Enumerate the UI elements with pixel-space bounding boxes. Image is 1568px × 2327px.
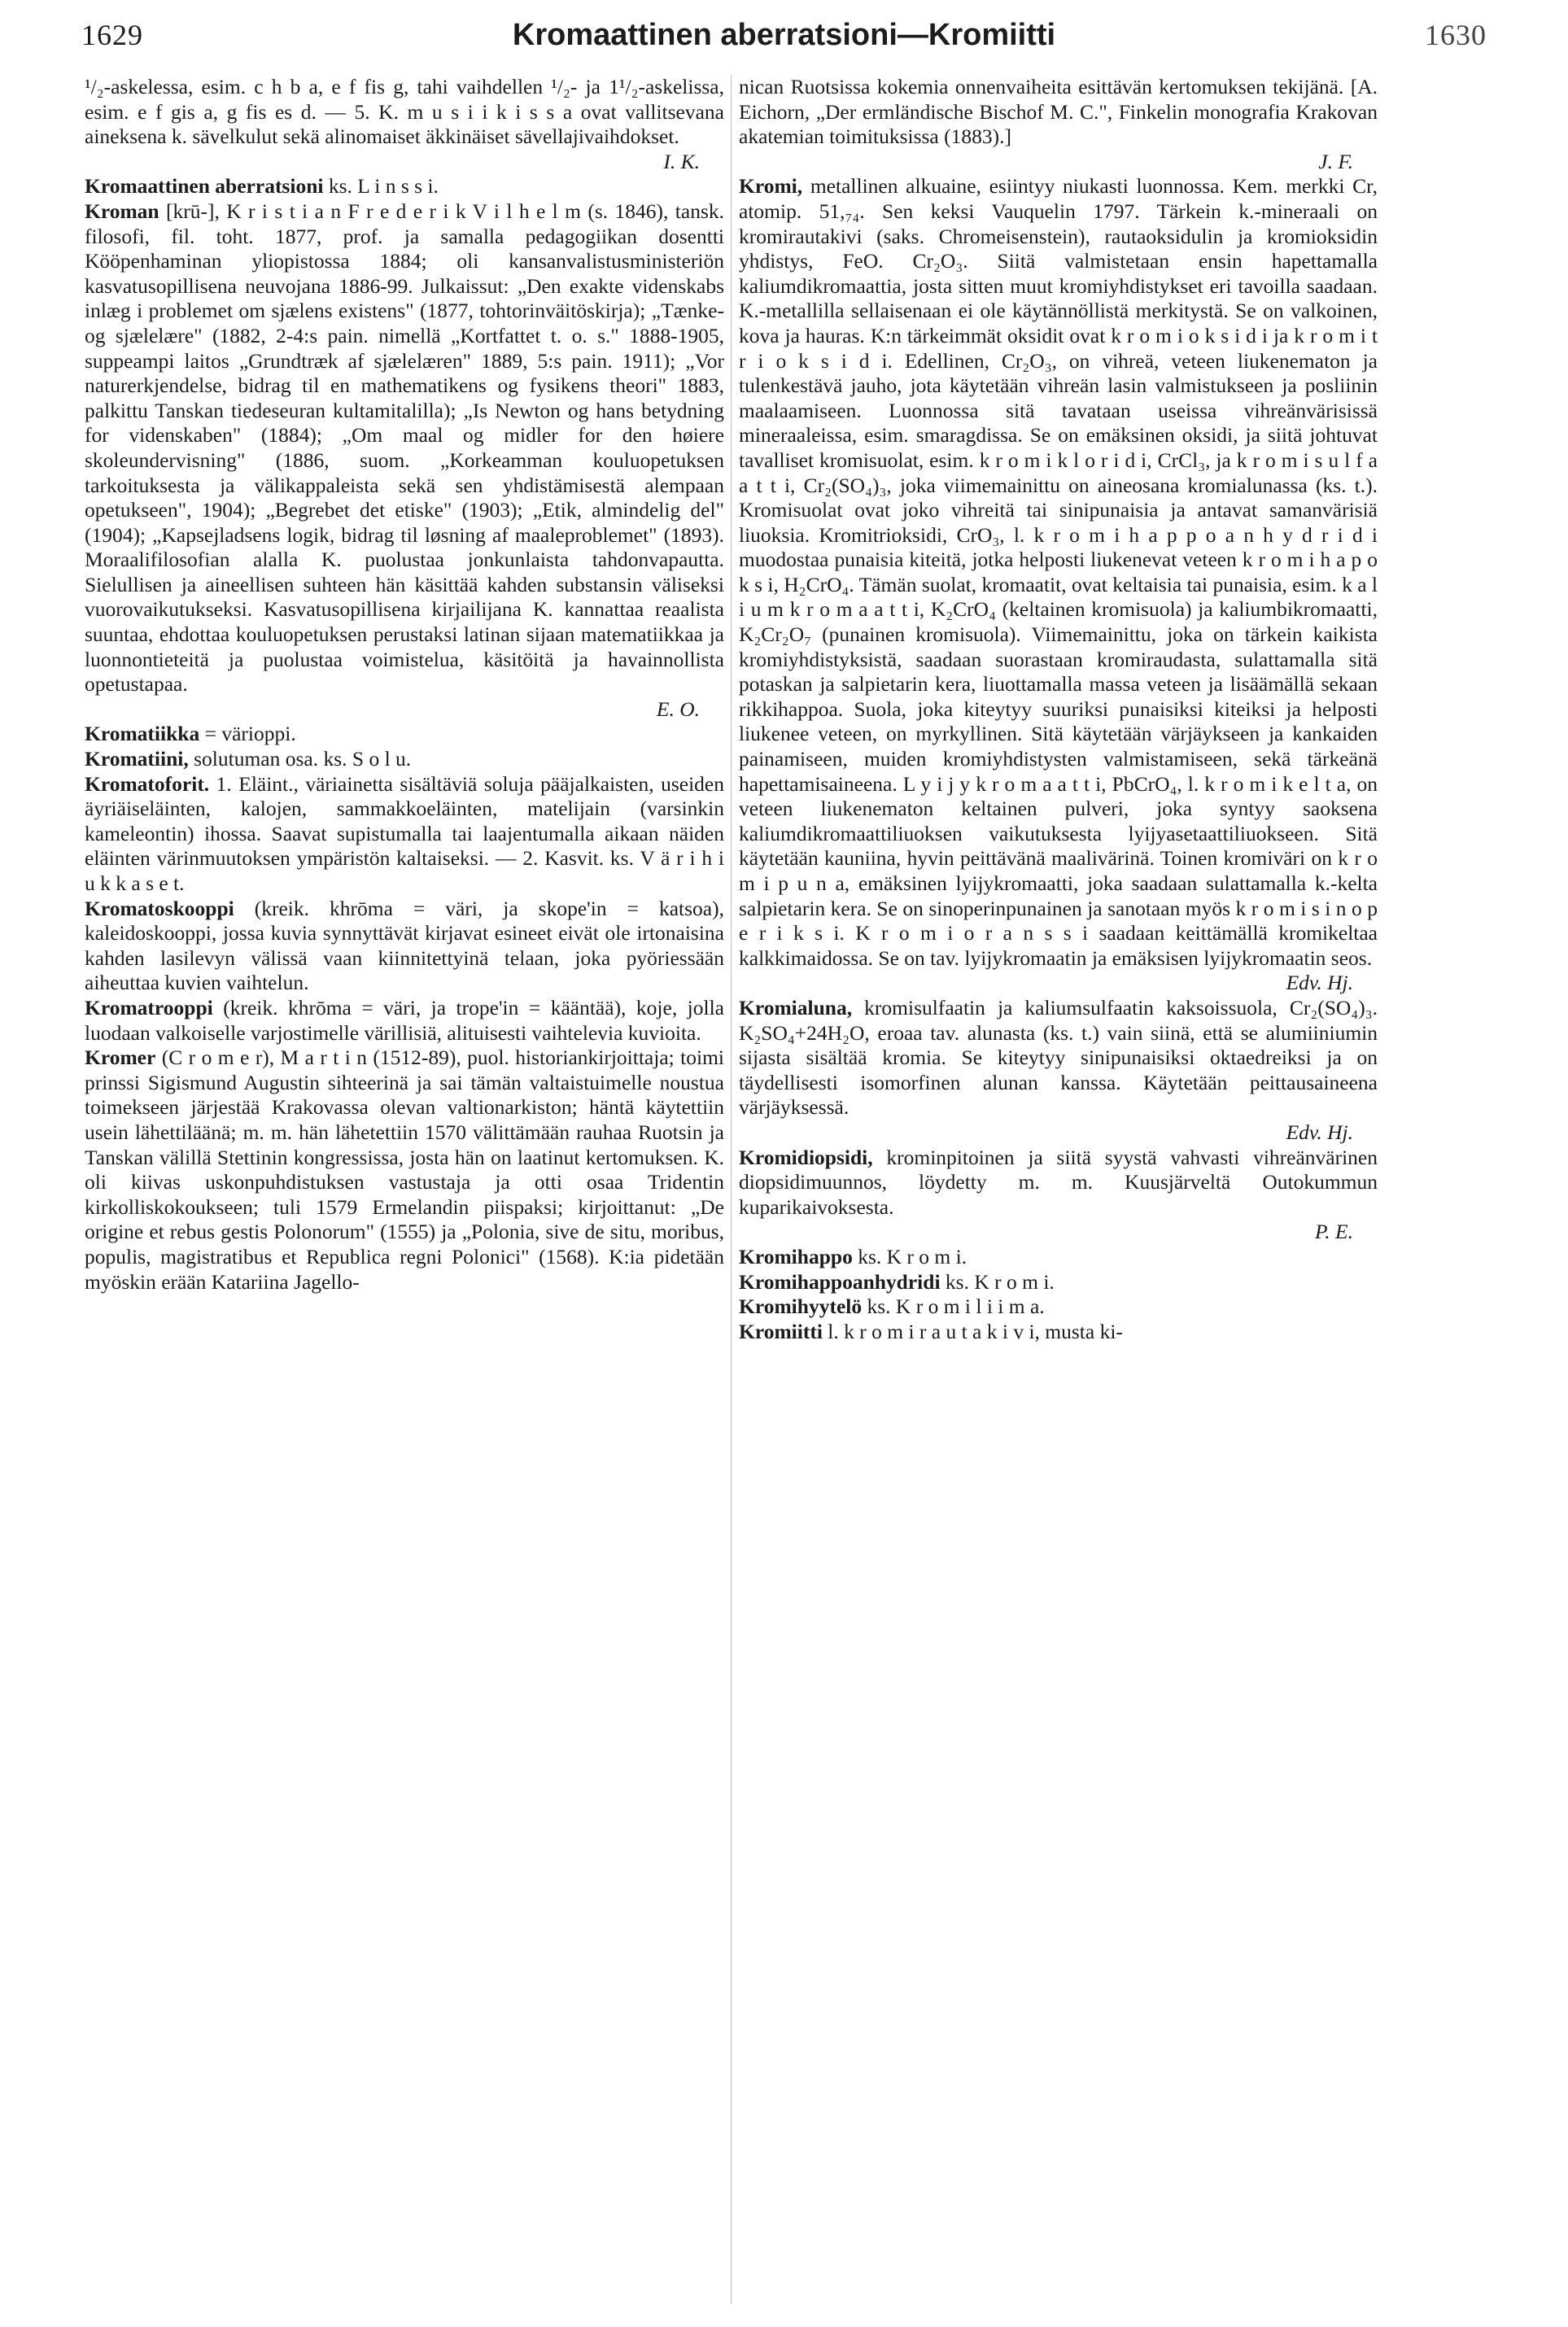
article-entry [739,174,1378,996]
entry-text: (kreik. khrōma = väri, ja skope'in = katsoa), kaleidoskooppi, jossa kuvia synnyttävät kirjavat esineet eivät ole irtonaisina kahden lasilevyn välissä vaan kiinnitettyinä telaan, joka pyöriessään aiheuttaa kuvien vaihtelun. [85,896,724,995]
headword: Kromer [85,1046,156,1070]
running-title: Kromaattinen aberratsioni—Kromiitti [512,18,1056,52]
article-entry [739,75,1378,174]
article-entry [85,772,724,897]
headword: Kromialuna, [739,995,853,1019]
headword: Kromatiini, [85,747,189,771]
article-entry [85,199,724,722]
headword: Kromatrooppi [85,995,213,1019]
article-entry [85,1046,724,1294]
entry-text: = värioppi. [199,722,296,746]
article-entry [739,996,1378,1146]
entry-text: nican Ruotsissa kokemia onnenvaiheita esittävän kertomuksen tekijänä. [A. Eichorn, „Der ermländische Bischof M. C.", Finkelin monografia Krakovan akatemian toimituksissa (1883).] [739,75,1378,149]
entry-text: ¹/₂-askelessa, esim. c h b a, e f fis g, tahi vaihdellen ¹/₂- ja 1¹/₂-askelissa, esim. e f gis a, g fis es d. — 5. K. m u s i i k i s s a ovat vallitsevana aineksena k. sävelkulut sekä alinomaiset äkkinäiset sävellajivaihdokset. [85,75,724,149]
headword: Kromatoforit. [85,771,210,796]
headword: Kromi, [739,174,803,199]
headword: Kromidiopsidi, [739,1145,873,1169]
entry-text: 1. Eläint., väriainetta sisältäviä soluja pääjalkaisten, useiden äyriäiseläinten, kalojen, sammakkoeläinten, matelijain (varsinkin kameleontin) ihossa. Saavat supistumalla tai laajentumalla aikaan näiden eläinten värinmuutoksen ympäristön kaltaiseksi. — 2. Kasvit. ks. V ä r i h i u k k a s e t. [85,771,724,895]
author-signature: J. F. [1318,149,1353,173]
page-number-left: 1629 [81,19,143,51]
article-entry [739,1245,1378,1270]
headword: Kroman [85,199,159,223]
headword: Kromaattinen aberratsioni [85,174,324,199]
article-entry [739,1320,1378,1345]
right-column [739,75,1378,2304]
article-entry [85,722,724,747]
article-entry [85,897,724,996]
entry-text: krominpitoinen ja siitä syystä vahvasti vihreänvärinen diopsidimuunnos, löydetty m. m. Kuusjärveltä Outokummun kuparikaivoksesta. [739,1145,1378,1219]
entry-text: kromisulfaatin ja kaliumsulfaatin kaksoissuola, Cr₂(SO₄)₃. K₂SO₄+24H₂O, eroaa tav. alunasta (ks. t.) vain siinä, että se alumiiniumin sijasta sisältää kromia. Se kiteytyy sinipunaisiksi oktaedreiksi ja on täydellisesti isomorfinen alunan kanssa. Käytetään peittausaineena värjäyksessä. [739,995,1378,1120]
column-divider [731,75,732,2304]
entry-text: ks. K r o m i l i i m a. [862,1294,1045,1319]
article-entry [739,1146,1378,1245]
entry-text: ks. L i n s s i. [323,174,439,199]
left-column [85,75,724,2304]
entry-text: l. k r o m i r a u t a k i v i, musta ki- [822,1319,1123,1343]
entry-text: [krū-], K r i s t i a n F r e d e r i k V i l h e l m (s. 1846), tansk. filosofi, fil. toht. 1877, prof. ja samalla pedagogiikan dosentti Kööpenhaminan yliopistossa 1884; oli kansanvalistusministeriön kasvatusopillisena neuvojana 1886-99. Julkaissut: „Den exakte videnskabs inlæg i problemet om sjælens existens" (1877, tohtorinväitöskirja); „Tænke- og sjælelære" (1882, 2-4:s pain. nimellä „Kortfattet t. o. s." 1888-1905, suppeampi laitos „Grundtræk af sjælelæren" 1889, 5:s pain. 1911); „Vor naturerkjendelse, bidrag til en mathematikens og fysikens theori" 1883, palkittu Tanskan tiedeseuran kultamitalilla); „Is Newton og hans betydning for videnskaben" (1884); „Om maal og midler for den høiere skoleundervisning" (1886, suom. „Korkeamman kouluopetuksen tarkoituksesta ja välikappaleista sekä sen yhdistämisestä alempaan opetukseen", 1904); „Begrebet det etiske" (1903); „Etik, almindelig del" (1904); „Kapsejladsens logik, bidrag til løsning af maaleproblemet" (1893). Moraalifilosofian alalla K. puolustaa jonkunlaista tahdonvapautta. Sielullisen ja aineellisen suhteen hän käsittää kahden substansin väliseksi vuorovaikutukseksi. Kasvatusopillisena kirjailijana K. kannattaa reaalista suuntaa, ehdottaa kouluopetuksen perustaksi latinan sijaan matematiikkaa ja luonnontieteitä ja puolustaa voimistelua, käsitöitä ja havainnollista opetustapaa. [85,199,724,696]
page-header [81,18,1487,63]
headword: Kromatiikka [85,722,200,746]
headword: Kromiitti [739,1319,823,1343]
headword: Kromihyytelö [739,1294,863,1319]
author-signature: P. E. [1315,1220,1353,1244]
headword: Kromatoskooppi [85,896,234,920]
article-entry [739,1270,1378,1295]
author-signature: I. K. [663,149,700,173]
entry-text: solutuman osa. ks. S o l u. [188,747,412,771]
entry-text: metallinen alkuaine, esiintyy niukasti luonnossa. Kem. merkki Cr, atomip. 51,₇₄. Sen keksi Vauquelin 1797. Tärkein k.-mineraali on kromirautakivi (saks. Chromeisenstein), rautaoksidulin ja kromioksidin yhdistys, FeO. Cr₂O₃. Siitä valmistetaan ensin hapettamalla kaliumdikromaattia, josta sitten muut kromiyhdistykset eri tavoilla saadaan. K.-metallilla sellaisenaan ei ole käytännöllistä merkitystä. Se on valkoinen, kova ja hauras. K:n tärkeimmät oksidit ovat k r o m i o k s i d i ja k r o m i t r i o k s i d i. Edellinen, Cr₂O₃, on vihreä, veteen liukenematon ja tulenkestävä jauho, jota käytetään vihreän lasin valmistukseen ja posliinin maalaamiseen. Luonnossa sitä tavataan useissa vihreänvärisissä mineraaleissa, esim. smaragdissa. Se on emäksinen oksidi, ja siitä johtuvat tavalliset kromisuolat, esim. k r o m i k l o r i d i, CrCl₃, ja k r o m i s u l f a a t t i, Cr₂(SO₄)₃, joka viimemainittu on aineosana kromialunassa (ks. t.). Kromisuolat ovat joko vihreitä tai sinipunaisia ja antavat samanvärisiä liuoksia. Kromitrioksidi, CrO₃, l. k r o m i h a p p o a n h y d r i d i muodostaa punaisia kiteitä, jotka helposti liukenevat veteen k r o m i h a p o k s i, H₂CrO₄. Tämän suolat, kromaatit, ovat keltaisia tai punaisia, esim. k a l i u m k r o m a a t t i, K₂CrO₄ (keltainen kromisuola) ja kaliumbikromaatti, K₂Cr₂O₇ (punainen kromisuola). Viimemainittu, joka on tärkein kaikista kromiyhdistyksistä, saadaan suorastaan kromiraudasta, sulattamalla sitä potaskan ja salpietarin kera, liuottamalla massa veteen ja lisäämällä sekaan rikkihappoa. Suola, joka kiteytyy suuriksi punaisiksi kiteiksi ja helposti liukenee veteen, on myrkyllinen. Sitä käytetään värjäykseen ja kankaiden painamiseen, muiden kromiyhdistysten valmistamiseen, sekä tärkeänä hapettamisaineena. L y i j y k r o m a a t t i, PbCrO₄, l. k r o m i k e l t a, on veteen liukenematon keltainen pulveri, joka syntyy saoksena kaliumdikromaattiliuoksen vaikutuksesta lyijyasetaattiliuokseen. Sitä käytetään kauniina, hyvin peittävänä maalivärinä. Toinen kromiväri on k r o m i p u n a, emäksinen lyijykromaatti, joka saadaan sulattamalla k.-kelta salpietarin kera. Se on sinoperinpunainen ja sanotaan myös k r o m i s i n o p e r i k s i. K r o m i o r a n s s i saadaan keittämällä kromikeltaa kalkkimaidossa. Se on tav. lyijykromaatin ja emäksisen lyijykromaatin seos. [739,174,1378,970]
headword: Kromihappoanhydridi [739,1269,941,1294]
page-number-right: 1630 [1425,19,1487,51]
entry-text: (kreik. khrōma = väri, ja trope'in = kääntää), koje, jolla luodaan valkoiselle varjostimelle värillisiä, alituisesti vaihtelevia kuvioita. [85,995,724,1045]
article-entry [739,1294,1378,1320]
author-signature: E. O. [656,696,700,721]
article-entry [85,75,724,174]
entry-text: (C r o m e r), M a r t i n (1512-89), puol. historiankirjoittaja; toimi prinssi Sigismund Augustin sihteerinä ja sai tämän valtaistuimelle noustua toimekseen järjestää Krakovassa olevan valtionarkiston; häntä käytettiin usein lähettiläänä; m. m. hän lähetettiin 1570 välittämään rauhaa Ruotsin ja Tanskan välillä Stettinin kongressissa, josta hän on laatinut kertomuksen. K. oli kiivas uskonpuhdistuksen vastustaja ja otti osaa Tridentin kirkolliskokoukseen; tuli 1579 Ermelandin piispaksi; kirjoittanut: „De origine et rebus gestis Polonorum" (1555) ja „Polonia, sive de situ, moribus, populis, magistratibus et Republica regni Polonici" (1568). K:ia pidetään myöskin erään Katariina Jagello- [85,1046,724,1294]
author-signature: Edv. Hj. [1286,971,1353,995]
article-entry [85,747,724,772]
article-entry [85,996,724,1046]
article-entry [85,174,724,199]
entry-text: ks. K r o m i. [852,1244,967,1268]
author-signature: Edv. Hj. [1286,1120,1353,1144]
headword: Kromihappo [739,1244,853,1268]
entry-text: ks. K r o m i. [940,1269,1055,1294]
